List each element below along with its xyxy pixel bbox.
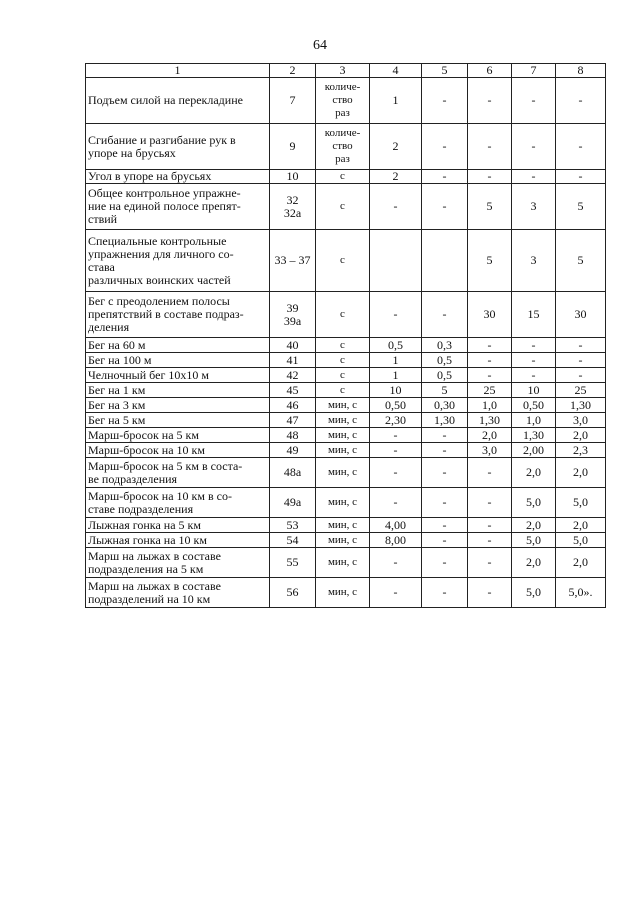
- unit-cell: мин, с: [316, 458, 370, 488]
- value-cell-col4: 0,50: [370, 398, 422, 413]
- unit-cell: мин, с: [316, 578, 370, 608]
- value-cell-col6: 3,0: [468, 443, 512, 458]
- value-cell-col8: 5,0».: [556, 578, 606, 608]
- exercise-number-cell: 53: [270, 518, 316, 533]
- exercise-name-cell: Подъем силой на перекладине: [86, 78, 270, 124]
- value-cell-col7: -: [512, 338, 556, 353]
- value-cell-col8: 2,3: [556, 443, 606, 458]
- exercise-number-cell: 54: [270, 533, 316, 548]
- value-cell-col7: 5,0: [512, 578, 556, 608]
- table-row: [86, 398, 606, 413]
- value-cell-col5: 0,5: [422, 368, 468, 383]
- value-cell-col8: 25: [556, 383, 606, 398]
- value-cell-col7: 10: [512, 383, 556, 398]
- value-cell-col5: 0,30: [422, 398, 468, 413]
- value-cell-col4: 1: [370, 353, 422, 368]
- unit-cell: с: [316, 292, 370, 338]
- value-cell-col4: -: [370, 458, 422, 488]
- table-row: [86, 338, 606, 353]
- value-cell-col7: 0,50: [512, 398, 556, 413]
- table-row: [86, 292, 606, 338]
- exercise-name-cell: Марш на лыжах в составе подразделения на 5 км: [86, 548, 270, 578]
- value-cell-col6: -: [468, 170, 512, 184]
- value-cell-col7: 5,0: [512, 533, 556, 548]
- exercise-number-cell: 55: [270, 548, 316, 578]
- exercise-number-cell: 39 39а: [270, 292, 316, 338]
- value-cell-col5: -: [422, 124, 468, 170]
- exercise-name-cell: Марш-бросок на 10 км в со- ставе подразделения: [86, 488, 270, 518]
- table-row: [86, 383, 606, 398]
- unit-cell: с: [316, 383, 370, 398]
- exercise-name-cell: Бег на 5 км: [86, 413, 270, 428]
- value-cell-col8: 2,0: [556, 518, 606, 533]
- value-cell-col4: -: [370, 548, 422, 578]
- header-cell: 5: [422, 64, 468, 78]
- value-cell-col7: 5,0: [512, 488, 556, 518]
- exercise-number-cell: 32 32а: [270, 184, 316, 230]
- value-cell-col6: -: [468, 338, 512, 353]
- header-cell: 4: [370, 64, 422, 78]
- value-cell-col7: -: [512, 368, 556, 383]
- exercise-name-cell: Марш-бросок на 10 км: [86, 443, 270, 458]
- unit-cell: мин, с: [316, 443, 370, 458]
- value-cell-col8: 5: [556, 184, 606, 230]
- value-cell-col4: 0,5: [370, 338, 422, 353]
- unit-cell: мин, с: [316, 413, 370, 428]
- table-row: [86, 170, 606, 184]
- standards-table: [85, 63, 606, 608]
- table-row: [86, 124, 606, 170]
- value-cell-col6: 2,0: [468, 428, 512, 443]
- exercise-number-cell: 49: [270, 443, 316, 458]
- value-cell-col8: -: [556, 170, 606, 184]
- value-cell-col7: 3: [512, 230, 556, 292]
- value-cell-col5: -: [422, 533, 468, 548]
- value-cell-col6: -: [468, 488, 512, 518]
- exercise-number-cell: 40: [270, 338, 316, 353]
- value-cell-col8: -: [556, 353, 606, 368]
- value-cell-col5: 0,3: [422, 338, 468, 353]
- exercise-number-cell: 47: [270, 413, 316, 428]
- value-cell-col6: -: [468, 548, 512, 578]
- unit-cell: количе- ство раз: [316, 124, 370, 170]
- table-row: [86, 443, 606, 458]
- exercise-name-cell: Марш-бросок на 5 км в соста- ве подразделения: [86, 458, 270, 488]
- value-cell-col4: -: [370, 292, 422, 338]
- table-row: [86, 428, 606, 443]
- value-cell-col7: 2,00: [512, 443, 556, 458]
- table-header-row: [86, 64, 606, 78]
- exercise-number-cell: 49а: [270, 488, 316, 518]
- value-cell-col8: 2,0: [556, 548, 606, 578]
- value-cell-col4: [370, 230, 422, 292]
- exercise-number-cell: 33 – 37: [270, 230, 316, 292]
- value-cell-col7: 2,0: [512, 548, 556, 578]
- value-cell-col5: -: [422, 184, 468, 230]
- value-cell-col5: [422, 230, 468, 292]
- table-row: [86, 368, 606, 383]
- value-cell-col7: 2,0: [512, 518, 556, 533]
- value-cell-col4: 10: [370, 383, 422, 398]
- value-cell-col8: 3,0: [556, 413, 606, 428]
- exercise-number-cell: 48а: [270, 458, 316, 488]
- value-cell-col5: -: [422, 292, 468, 338]
- value-cell-col8: -: [556, 368, 606, 383]
- exercise-name-cell: Марш на лыжах в составе подразделений на 10 км: [86, 578, 270, 608]
- value-cell-col8: 1,30: [556, 398, 606, 413]
- value-cell-col5: -: [422, 458, 468, 488]
- value-cell-col7: 15: [512, 292, 556, 338]
- exercise-name-cell: Бег на 1 км: [86, 383, 270, 398]
- value-cell-col8: 30: [556, 292, 606, 338]
- unit-cell: мин, с: [316, 428, 370, 443]
- value-cell-col7: 3: [512, 184, 556, 230]
- value-cell-col4: 1: [370, 78, 422, 124]
- table-row: [86, 230, 606, 292]
- value-cell-col7: 1,0: [512, 413, 556, 428]
- value-cell-col5: -: [422, 518, 468, 533]
- unit-cell: с: [316, 338, 370, 353]
- value-cell-col6: -: [468, 533, 512, 548]
- value-cell-col4: -: [370, 428, 422, 443]
- value-cell-col8: -: [556, 338, 606, 353]
- exercise-name-cell: Угол в упоре на брусьях: [86, 170, 270, 184]
- unit-cell: количе- ство раз: [316, 78, 370, 124]
- value-cell-col6: -: [468, 78, 512, 124]
- table-row: [86, 458, 606, 488]
- table-row: [86, 488, 606, 518]
- table-body: [86, 78, 606, 608]
- exercise-name-cell: Лыжная гонка на 10 км: [86, 533, 270, 548]
- value-cell-col4: 4,00: [370, 518, 422, 533]
- unit-cell: мин, с: [316, 548, 370, 578]
- table-row: [86, 413, 606, 428]
- unit-cell: мин, с: [316, 488, 370, 518]
- unit-cell: с: [316, 353, 370, 368]
- exercise-name-cell: Сгибание и разгибание рук в упоре на брусьях: [86, 124, 270, 170]
- header-cell: 1: [86, 64, 270, 78]
- exercise-name-cell: Бег на 100 м: [86, 353, 270, 368]
- exercise-number-cell: 7: [270, 78, 316, 124]
- value-cell-col6: -: [468, 368, 512, 383]
- value-cell-col7: -: [512, 124, 556, 170]
- value-cell-col7: 1,30: [512, 428, 556, 443]
- table-row: [86, 548, 606, 578]
- value-cell-col4: 2: [370, 124, 422, 170]
- value-cell-col6: -: [468, 458, 512, 488]
- unit-cell: с: [316, 230, 370, 292]
- exercise-number-cell: 46: [270, 398, 316, 413]
- value-cell-col7: -: [512, 353, 556, 368]
- unit-cell: с: [316, 170, 370, 184]
- exercise-name-cell: Общее контрольное упражне- ние на единой полосе препят- ствий: [86, 184, 270, 230]
- exercise-name-cell: Бег на 60 м: [86, 338, 270, 353]
- header-cell: 2: [270, 64, 316, 78]
- header-cell: 6: [468, 64, 512, 78]
- value-cell-col6: 25: [468, 383, 512, 398]
- value-cell-col5: -: [422, 488, 468, 518]
- exercise-number-cell: 42: [270, 368, 316, 383]
- value-cell-col5: 0,5: [422, 353, 468, 368]
- value-cell-col4: 8,00: [370, 533, 422, 548]
- exercise-number-cell: 48: [270, 428, 316, 443]
- exercise-name-cell: Бег на 3 км: [86, 398, 270, 413]
- value-cell-col5: -: [422, 578, 468, 608]
- value-cell-col7: -: [512, 170, 556, 184]
- value-cell-col6: 5: [468, 184, 512, 230]
- value-cell-col4: -: [370, 184, 422, 230]
- value-cell-col4: -: [370, 488, 422, 518]
- unit-cell: мин, с: [316, 533, 370, 548]
- value-cell-col8: -: [556, 78, 606, 124]
- table-row: [86, 533, 606, 548]
- exercise-name-cell: Лыжная гонка на 5 км: [86, 518, 270, 533]
- exercise-number-cell: 41: [270, 353, 316, 368]
- value-cell-col8: 2,0: [556, 428, 606, 443]
- table-row: [86, 578, 606, 608]
- exercise-number-cell: 9: [270, 124, 316, 170]
- value-cell-col7: 2,0: [512, 458, 556, 488]
- page-number: 64: [313, 38, 327, 53]
- unit-cell: с: [316, 368, 370, 383]
- value-cell-col8: 5,0: [556, 533, 606, 548]
- value-cell-col6: 1,30: [468, 413, 512, 428]
- value-cell-col8: 5: [556, 230, 606, 292]
- value-cell-col6: -: [468, 518, 512, 533]
- value-cell-col4: -: [370, 578, 422, 608]
- value-cell-col4: 2,30: [370, 413, 422, 428]
- value-cell-col5: -: [422, 170, 468, 184]
- value-cell-col6: 30: [468, 292, 512, 338]
- value-cell-col8: 2,0: [556, 458, 606, 488]
- exercise-name-cell: Марш-бросок на 5 км: [86, 428, 270, 443]
- value-cell-col7: -: [512, 78, 556, 124]
- value-cell-col5: -: [422, 548, 468, 578]
- value-cell-col6: -: [468, 124, 512, 170]
- exercise-number-cell: 10: [270, 170, 316, 184]
- unit-cell: с: [316, 184, 370, 230]
- value-cell-col5: -: [422, 443, 468, 458]
- table-row: [86, 184, 606, 230]
- exercise-name-cell: Челночный бег 10х10 м: [86, 368, 270, 383]
- header-cell: 3: [316, 64, 370, 78]
- value-cell-col5: 5: [422, 383, 468, 398]
- value-cell-col6: 5: [468, 230, 512, 292]
- table-row: [86, 78, 606, 124]
- value-cell-col6: -: [468, 578, 512, 608]
- value-cell-col5: -: [422, 78, 468, 124]
- exercise-name-cell: Специальные контрольные упражнения для личного со- става различных воинских частей: [86, 230, 270, 292]
- value-cell-col4: 1: [370, 368, 422, 383]
- exercise-number-cell: 56: [270, 578, 316, 608]
- unit-cell: мин, с: [316, 398, 370, 413]
- table-row: [86, 518, 606, 533]
- exercise-name-cell: Бег с преодолением полосы препятствий в составе подраз- деления: [86, 292, 270, 338]
- value-cell-col8: -: [556, 124, 606, 170]
- value-cell-col4: -: [370, 443, 422, 458]
- table-row: [86, 353, 606, 368]
- value-cell-col6: -: [468, 353, 512, 368]
- value-cell-col5: 1,30: [422, 413, 468, 428]
- header-cell: 7: [512, 64, 556, 78]
- exercise-number-cell: 45: [270, 383, 316, 398]
- value-cell-col4: 2: [370, 170, 422, 184]
- header-cell: 8: [556, 64, 606, 78]
- value-cell-col5: -: [422, 428, 468, 443]
- unit-cell: мин, с: [316, 518, 370, 533]
- value-cell-col6: 1,0: [468, 398, 512, 413]
- value-cell-col8: 5,0: [556, 488, 606, 518]
